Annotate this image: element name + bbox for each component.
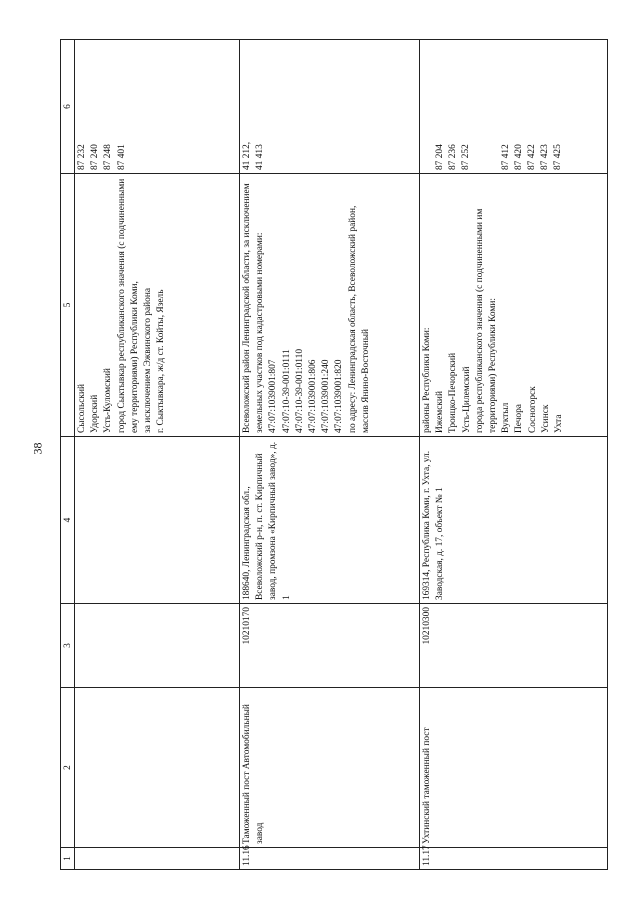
cell-address: 188640, Ленинградская обл., Всеволожский р-н, п. ст. Кирпичный завод, промзона «Кирпичный завод», д. 1 (240, 437, 420, 604)
cell-name (75, 688, 240, 848)
cell-territory (240, 174, 420, 437)
cell-code: 10210170 (240, 604, 420, 688)
cadastral-number: 47:07:1039001:807 (268, 359, 279, 433)
cell-num (75, 848, 240, 870)
cell-address: 169314, Республика Коми, г. Ухта, ул. Заводская, д. 17, объект № 1 (420, 437, 608, 604)
cell-code: 10210300 (420, 604, 608, 688)
territory-line: город Сыктывкар республиканского значения (с подчиненными ему территориями) Республики Коми, (116, 178, 140, 433)
customs-table-sheet (60, 40, 608, 870)
cadastral-number: 47:07:10-39-001:0111 (281, 349, 292, 433)
customs-posts-table (60, 39, 608, 870)
okato-code: 41 413 (255, 144, 266, 170)
territory-line: Вуктыл (501, 402, 512, 433)
okato-code: 87 422 (527, 144, 538, 170)
territory-line: Ухта (554, 414, 565, 433)
table-row-continuation (75, 40, 240, 870)
cell-territory (75, 174, 240, 437)
okato-code: 87 412 (500, 144, 511, 170)
cell-okato (75, 40, 240, 174)
cell-okato (420, 40, 608, 174)
territory-line: Ижемский (435, 391, 446, 433)
table-row-11-16 (240, 40, 420, 870)
header-col-3: 3 (61, 604, 75, 688)
territory-line: Сысольский (77, 384, 87, 433)
okato-code: 41 212, (242, 141, 252, 170)
cell-name: Таможенный пост Автомобильный завод (240, 688, 420, 848)
territory-line: по адресу: Ленинградская область, Всеволожский район, массив Янино-Восточный (347, 205, 371, 433)
cadastral-number: 47:07:1039001:806 (308, 359, 319, 433)
cell-territory (420, 174, 608, 437)
territory-line: Усть-Цилемский (461, 366, 472, 433)
header-col-5: 5 (61, 174, 75, 437)
cadastral-number: 47:07:10-39-001:0110 (294, 348, 305, 433)
territory-line: Троицко-Печорский (448, 352, 459, 433)
page-number: 38 (30, 442, 45, 455)
header-col-6: 6 (61, 40, 75, 174)
okato-code: 87 425 (553, 144, 564, 170)
okato-code: 87 240 (90, 144, 101, 170)
territory-line: Сосногорск (527, 386, 538, 433)
territory-line: Всеволожский район Ленинградской области, за исключением земельных участков под кадастровыми номерами: (242, 183, 266, 433)
table-row-11-17 (420, 40, 608, 870)
okato-code: 87 423 (540, 144, 551, 170)
okato-code: 87 232 (77, 144, 87, 170)
cell-name: Ухтинский таможенный пост (420, 688, 608, 848)
territory-line: Удорский (90, 394, 101, 433)
cadastral-number: 47:07:1039001:240 (321, 359, 332, 433)
territory-line: Усть-Куломский (103, 368, 114, 433)
header-col-1: 1 (61, 848, 75, 870)
header-col-4: 4 (61, 437, 75, 604)
okato-code: 87 204 (435, 144, 445, 170)
territory-line: районы Республики Коми: (422, 327, 432, 433)
okato-code: 87 236 (448, 144, 459, 170)
cell-code (75, 604, 240, 688)
header-col-2: 2 (61, 688, 75, 848)
territory-line: за исключением Эжвинского района (143, 287, 154, 433)
territory-line: Усинск (540, 404, 551, 433)
okato-code: 87 420 (513, 144, 524, 170)
territory-line: Печора (514, 404, 525, 433)
okato-code: 87 248 (103, 144, 114, 170)
cell-address (75, 437, 240, 604)
territory-line: города республиканского значения (с подчиненными им территориями) Республики Коми: (474, 208, 499, 433)
okato-code: 87 401 (116, 144, 127, 170)
cell-okato (240, 40, 420, 174)
territory-line: г. Сыктывкара, ж/д ст. Койты, Язель (156, 289, 167, 433)
cell-num: 11.17 (420, 848, 608, 870)
okato-code: 87 252 (461, 144, 472, 170)
cell-num: 11.16 (240, 848, 420, 870)
header-row (61, 40, 75, 870)
cadastral-number: 47:07:1039001:820 (334, 359, 345, 433)
